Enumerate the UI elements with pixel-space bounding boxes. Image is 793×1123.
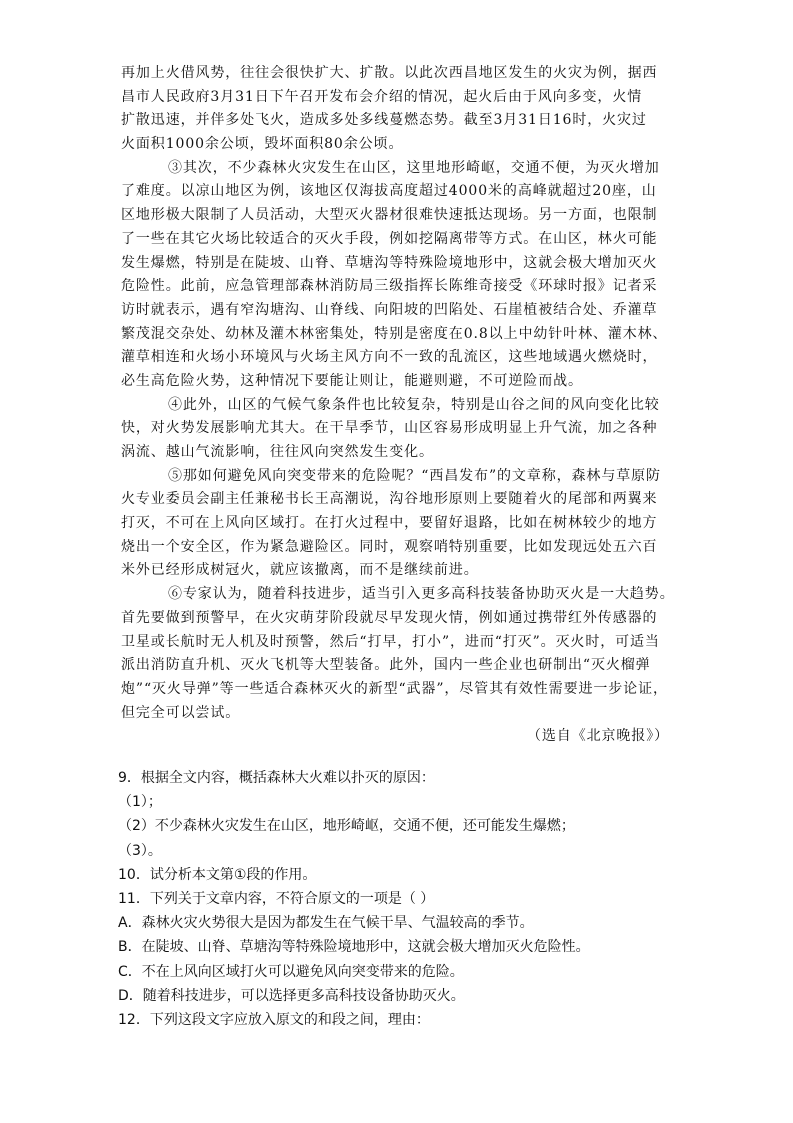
article-line: ④此外，山区的气候气象条件也比较复杂，特别是山谷之间的风向变化比较 [168, 396, 660, 413]
article-line: 了难度。以凉山地区为例，该地区仅海拔高度超过4000米的高峰就超过20座，山 [121, 183, 657, 200]
question-line: A．森林火灾火势很大是因为都发生在气候干旱、气温较高的季节。 [118, 915, 534, 932]
article-line: 米外已经形成树冠火，就应该撤离，而不是继续前进。 [121, 562, 479, 579]
article-line: ③其次，不少森林火灾发生在山区，这里地形崎岖，交通不便，为灭火增加 [168, 159, 660, 176]
article-line: 扩散迅速，并伴多处飞火，造成多处多线蔓燃态势。截至3月31日16时，火灾过 [121, 112, 647, 129]
question-list [118, 766, 678, 1032]
article-line: 了一些在其它火场比较适合的灭火手段，例如挖隔离带等方式。在山区，林火可能 [121, 230, 658, 247]
article-line: 烧出一个安全区，作为紧急避险区。同时，观察哨特别重要，比如发现远处五六百 [121, 538, 658, 555]
article-line: 区地形极大限制了人员活动，大型灭火器材很难快速抵达现场。另一方面，也限制 [121, 207, 658, 224]
article-line: 繁茂混交杂处、幼林及灌木林密集处，特别是密度在0.8以上中幼针叶林、灌木林、 [121, 325, 668, 342]
article-source: （选自《北京晚报》） [527, 728, 669, 745]
article-line: 打灭，不可在上风向区域打。在打火过程中，要留好退路，比如在树林较少的地方 [121, 515, 658, 532]
article-line: 涡流、越山气流影响，往往风向突然发生变化。 [121, 444, 434, 460]
article-line: 火面积1000余公顷，毁坏面积80余公顷。 [121, 136, 404, 153]
question-line: B．在陡坡、山脊、草塘沟等特殊险境地形中，这就会极大增加灭火危险性。 [118, 939, 590, 956]
article-line: 危险性。此前，应急管理部森林消防局三级指挥长陈维奇接受《环球时报》记者采 [121, 278, 658, 295]
article-line: 再加上火借风势，往往会很快扩大、扩散。以此次西昌地区发生的火灾为例，据西 [121, 65, 658, 81]
question-line: 10．试分析本文第①段的作用。 [118, 866, 317, 883]
question-line: （3）。 [118, 842, 162, 859]
question-line: （2）不少森林火灾发生在山区，地形崎岖，交通不便，还可能发生爆燃； [118, 818, 575, 835]
article-line: 火专业委员会副主任兼秘书长王高潮说，沟谷地形原则上要随着火的尾部和两翼来 [121, 491, 658, 508]
article-line: 灌草相连和火场小环境风与火场主风方向不一致的乱流区，这些地域遇火燃烧时， [121, 349, 658, 366]
article-line: 炮”“灭火导弹”等一些适合森林灭火的新型“武器”，尽管其有效性需要进一步论证， [121, 680, 668, 697]
article-line: 首先要做到预警早，在火灾萌芽阶段就尽早发现火情，例如通过携带红外传感器的 [121, 609, 658, 626]
question-line: 9．根据全文内容，概括森林大火难以扑灭的原因： [118, 770, 435, 786]
article-body [121, 62, 681, 749]
article-line: 发生爆燃，特别是在陡坡、山脊、草塘沟等特殊险境地形中，这就会极大增加灭火 [121, 254, 658, 271]
question-line: 11．下列关于文章内容，不符合原文的一项是（ ） [118, 890, 435, 907]
article-line: 但完全可以尝试。 [121, 704, 241, 721]
article-line: 快，对火势发展影响尤其大。在干旱季节，山区容易形成明显上升气流，加之各种 [121, 420, 658, 437]
question-line: C．不在上风向区域打火可以避免风向突变带来的危险。 [118, 963, 464, 980]
question-line: （1）； [118, 794, 162, 811]
article-line: 派出消防直升机、灭火飞机等大型装备。此外，国内一些企业也研制出“灭火榴弹 [121, 657, 651, 674]
article-line: 必生高危险火势，这种情况下要能让则让，能避则避，不可逆险而战。 [121, 372, 583, 389]
article-line: 昌市人民政府3月31日下午召开发布会介绍的情况，起火后由于风向多变，火情 [121, 88, 643, 105]
question-line: D．随着科技进步，可以选择更多高科技设备协助灭火。 [118, 987, 465, 1004]
question-line: 12．下列这段文字应放入原文的和段之间，理由： [118, 1011, 430, 1028]
article-line: 卫星或长航时无人机及时预警，然后“打早，打小”，进而“打灭”。灭火时，可适当 [121, 633, 660, 650]
article-line: ⑥专家认为，随着科技进步，适当引入更多高科技装备协助灭火是一大趋势。 [168, 586, 675, 603]
article-line: ⑤那如何避免风向突变带来的危险呢？“西昌发布”的文章称，森林与草原防 [168, 467, 661, 484]
article-line: 访时就表示，遇有窄沟塘沟、山脊线、向阳坡的凹陷处、石崖植被结合处、乔灌草 [121, 301, 658, 318]
